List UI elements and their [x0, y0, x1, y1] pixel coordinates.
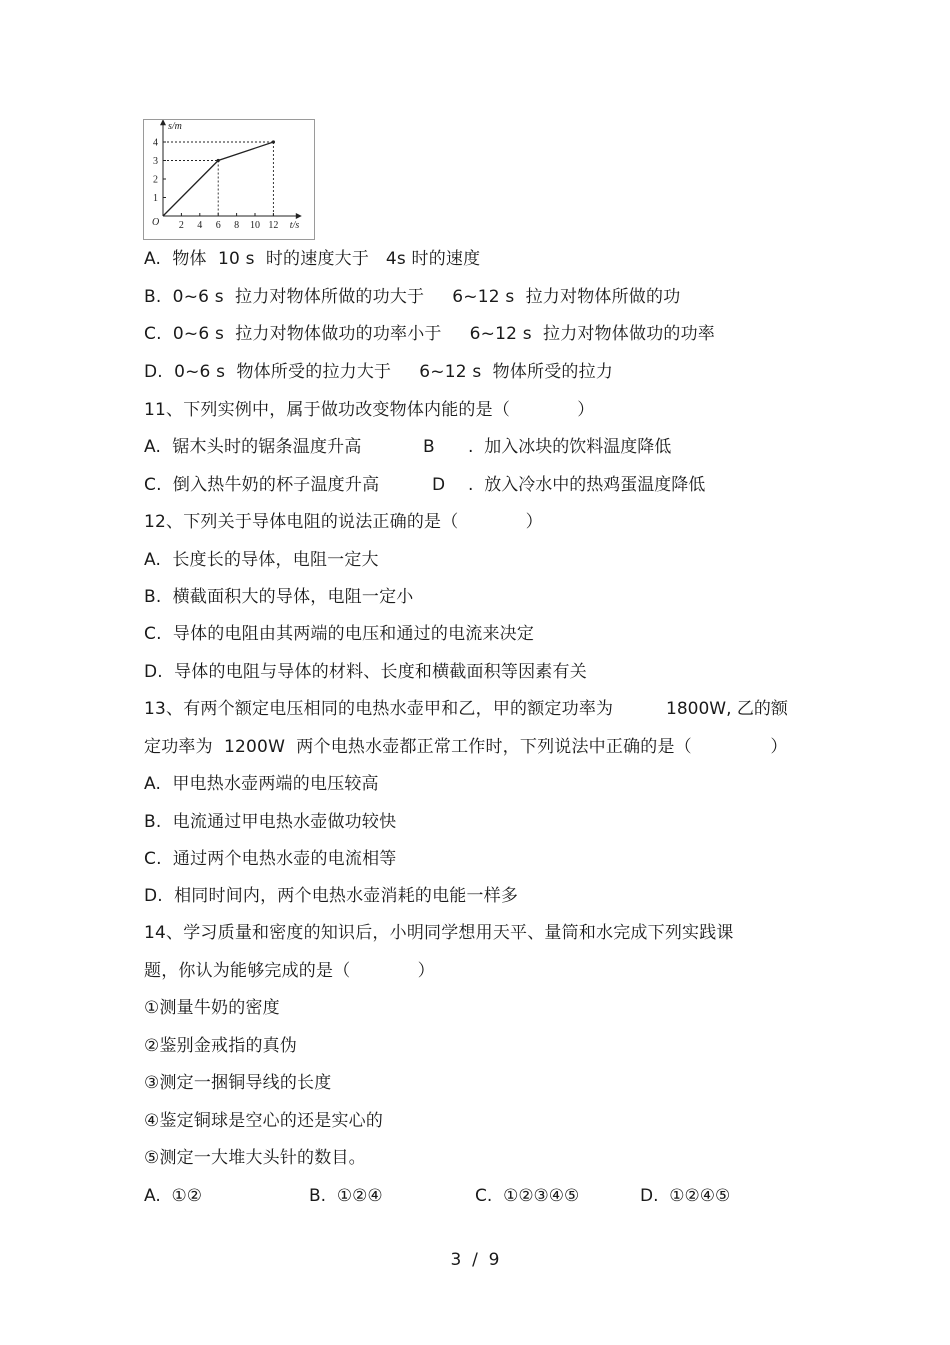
data-point	[272, 140, 275, 143]
q14-item-5: ⑤测定一大堆大头针的数目。	[144, 1148, 366, 1168]
q11-option-d-text: . 放入冷水中的热鸡蛋温度降低	[468, 475, 706, 495]
x-tick-label: 2	[178, 220, 184, 231]
data-point	[217, 159, 220, 162]
q12-option-a: A. 长度长的导体，电阻一定大	[144, 550, 379, 570]
q14-item-2: ②鉴别金戒指的真伪	[144, 1036, 298, 1056]
q13-option-b: B. 电流通过甲电热水壶做功较快	[144, 812, 397, 832]
y-tick-label: 3	[153, 156, 158, 167]
q11-stem: 11、下列实例中，属于做功改变物体内能的是（ ）	[144, 400, 595, 420]
q14-choice-c: C. ①②③④⑤	[475, 1186, 580, 1206]
q10-option-c: C. 0~6 s 拉力对物体做功的功率小于 6~12 s 拉力对物体做功的功率	[144, 324, 716, 344]
x-tick-label: 4	[197, 220, 203, 231]
q10-option-b: B. 0~6 s 拉力对物体所做的功大于 6~12 s 拉力对物体所做的功	[144, 287, 681, 307]
q14-stem-line2: 题，你认为能够完成的是（ ）	[144, 961, 435, 981]
y-tick-label: 2	[153, 174, 158, 186]
q12-option-c: C. 导体的电阻由其两端的电压和通过的电流来决定	[144, 624, 535, 644]
y-axis-label: s/m	[168, 121, 182, 133]
q11-option-b-text: . 加入冰块的饮料温度降低	[468, 437, 672, 457]
q14-item-4: ④鉴定铜球是空心的还是实心的	[144, 1111, 384, 1131]
q13-option-a: A. 甲电热水壶两端的电压较高	[144, 774, 379, 794]
origin-label: O	[152, 217, 160, 228]
q10-option-d: D. 0~6 s 物体所受的拉力大于 6~12 s 物体所受的拉力	[144, 362, 614, 382]
page-number: 3 / 9	[450, 1250, 500, 1270]
q13-option-c: C. 通过两个电热水壶的电流相等	[144, 849, 397, 869]
x-tick-label: 8	[234, 220, 240, 231]
q11-option-b-letter: B	[423, 437, 435, 457]
q14-choice-d: D. ①②④⑤	[640, 1186, 731, 1206]
x-tick-label: 12	[268, 220, 279, 231]
q14-choice-b: B. ①②④	[309, 1186, 383, 1206]
q11-option-c: C. 倒入热牛奶的杯子温度升高	[144, 475, 380, 495]
q12-option-d: D. 导体的电阻与导体的材料、长度和横截面积等因素有关	[144, 662, 587, 682]
q12-option-b: B. 横截面积大的导体，电阻一定小	[144, 587, 414, 607]
st-graph-figure	[143, 119, 315, 240]
q14-stem-line1: 14、学习质量和密度的知识后，小明同学想用天平、量筒和水完成下列实践课	[144, 923, 734, 943]
x-tick-label: 6	[215, 220, 221, 231]
q14-choice-a: A. ①②	[144, 1186, 203, 1206]
y-axis-arrow	[160, 120, 166, 125]
q13-stem-line2: 定功率为 1200W 两个电热水壶都正常工作时，下列说法中正确的是（ ）	[144, 737, 788, 757]
q13-stem-line1: 13、有两个额定电压相同的电热水壶甲和乙，甲的额定功率为	[144, 699, 614, 719]
q14-item-3: ③测定一捆铜导线的长度	[144, 1073, 332, 1093]
st-graph-svg	[144, 120, 314, 239]
q12-stem: 12、下列关于导体电阻的说法正确的是（ ）	[144, 512, 543, 532]
q13-option-d: D. 相同时间内，两个电热水壶消耗的电能一样多	[144, 886, 519, 906]
q10-option-a: A. 物体 10 s 时的速度大于 4s 时的速度	[144, 249, 481, 269]
q11-option-a: A. 锯木头时的锯条温度升高	[144, 437, 362, 457]
q11-option-d-letter: D	[432, 475, 446, 495]
y-tick-label: 1	[153, 193, 158, 204]
x-axis-arrow	[296, 213, 302, 219]
y-tick-label: 4	[153, 137, 158, 149]
q13-stem-line1-value: 1800W, 乙的额	[666, 699, 788, 719]
q14-item-1: ①测量牛奶的密度	[144, 998, 280, 1018]
x-axis-label: t/s	[289, 220, 300, 231]
x-tick-label: 10	[250, 220, 260, 231]
